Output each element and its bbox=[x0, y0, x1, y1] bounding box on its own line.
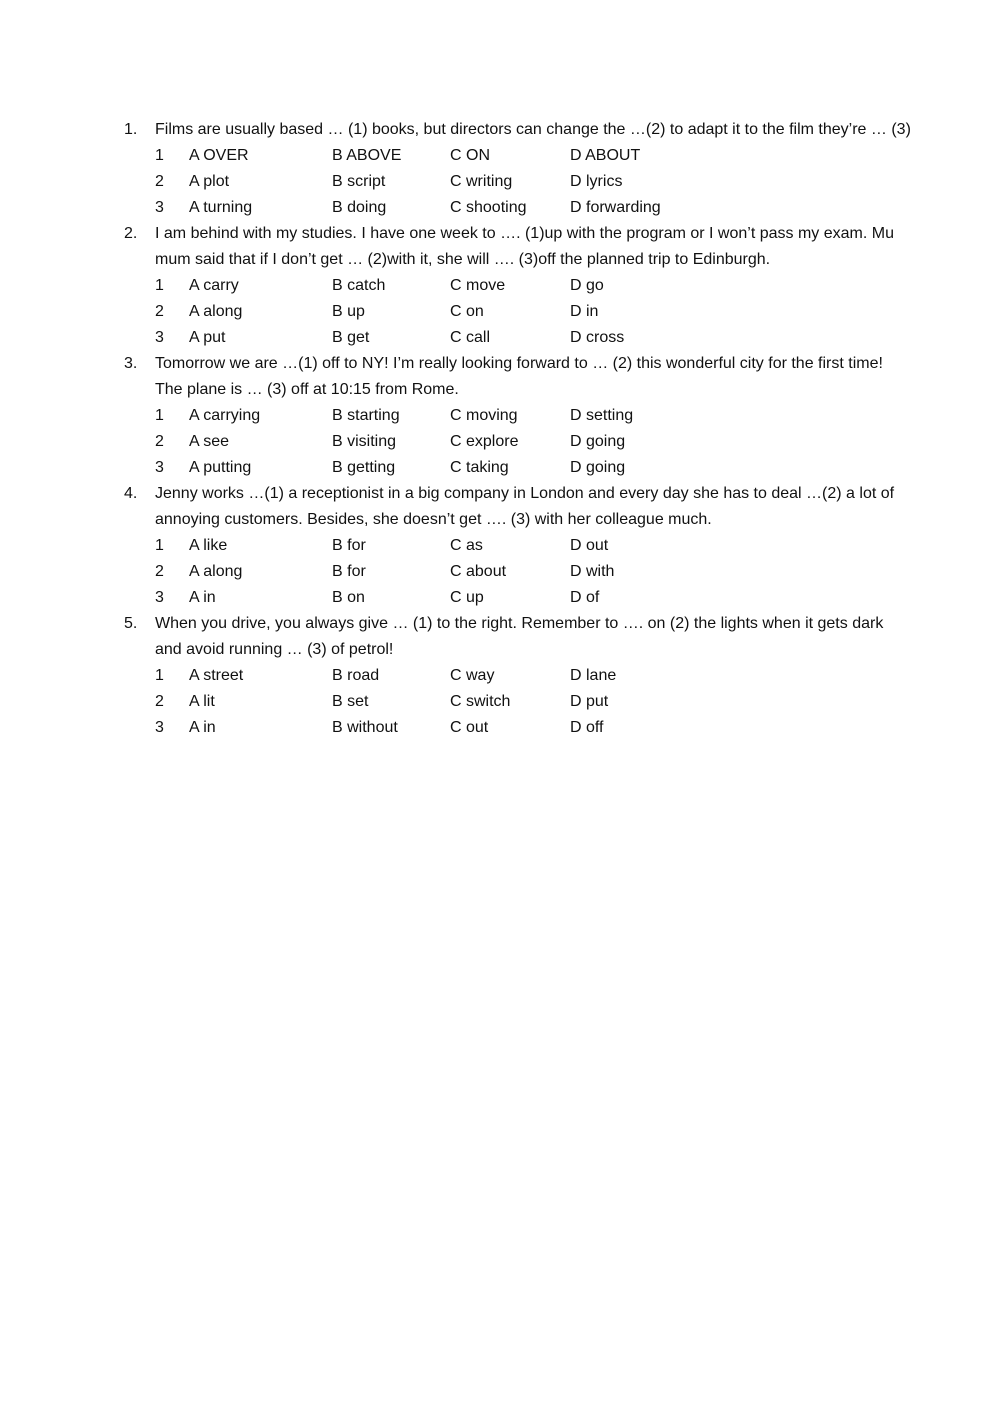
option-c: C shooting bbox=[450, 199, 527, 216]
question-5 bbox=[124, 611, 914, 741]
option-a: A lit bbox=[189, 693, 215, 710]
question-text: When you drive, you always give … (1) to the right. Remember to …. on (2) the lights when it gets dark and avoid running … (3) of petrol! bbox=[155, 615, 884, 658]
option-c: C about bbox=[450, 563, 507, 580]
option-a: A put bbox=[189, 329, 226, 346]
option-index: 3 bbox=[155, 459, 164, 476]
question-number: 3. bbox=[124, 355, 138, 372]
question-text: I am behind with my studies. I have one week to …. (1)up with the program or I won’t pass my exam. Mu mum said that if I don’t get … (2)with it, she will …. (3)off the planned trip to Edinburgh. bbox=[155, 225, 894, 268]
option-d: D put bbox=[570, 693, 609, 710]
option-d: D lyrics bbox=[570, 173, 623, 190]
option-d: D off bbox=[570, 719, 604, 736]
option-index: 3 bbox=[155, 199, 164, 216]
option-row bbox=[155, 663, 914, 689]
option-row bbox=[155, 533, 914, 559]
option-a: A turning bbox=[189, 199, 253, 216]
option-d: D going bbox=[570, 459, 626, 476]
option-b: B on bbox=[332, 589, 365, 606]
option-c: C taking bbox=[450, 459, 509, 476]
question-text: Jenny works …(1) a receptionist in a big company in London and every day she has to deal …(2) a lot of annoying customers. Besides, she doesn’t get …. (3) with her colleague much. bbox=[155, 485, 895, 528]
option-d: D go bbox=[570, 277, 604, 294]
option-c: C call bbox=[450, 329, 491, 346]
option-d: D of bbox=[570, 589, 600, 606]
option-c: C way bbox=[450, 667, 495, 684]
option-b: B starting bbox=[332, 407, 400, 424]
option-row bbox=[155, 143, 914, 169]
option-index: 2 bbox=[155, 563, 164, 580]
option-row bbox=[155, 403, 914, 429]
option-row bbox=[155, 195, 914, 221]
option-index: 1 bbox=[155, 407, 164, 424]
option-index: 2 bbox=[155, 173, 164, 190]
option-index: 1 bbox=[155, 667, 164, 684]
option-index: 2 bbox=[155, 433, 164, 450]
option-b: B for bbox=[332, 563, 366, 580]
option-a: A carrying bbox=[189, 407, 261, 424]
option-d: D lane bbox=[570, 667, 617, 684]
question-3 bbox=[124, 351, 914, 481]
option-b: B up bbox=[332, 303, 365, 320]
option-row bbox=[155, 299, 914, 325]
option-b: B get bbox=[332, 329, 370, 346]
option-b: B doing bbox=[332, 199, 387, 216]
question-text: Tomorrow we are …(1) off to NY! I’m really looking forward to … (2) this wonderful city for the first time! The plane is … (3) off at 10:15 from Rome. bbox=[155, 355, 883, 398]
option-index: 2 bbox=[155, 303, 164, 320]
option-c: C moving bbox=[450, 407, 518, 424]
option-b: B catch bbox=[332, 277, 386, 294]
option-a: A plot bbox=[189, 173, 230, 190]
question-text: Films are usually based … (1) books, but directors can change the …(2) to adapt it to the film they’re … (3) bbox=[155, 121, 911, 138]
question-1 bbox=[124, 117, 914, 221]
option-index: 1 bbox=[155, 277, 164, 294]
option-d: D with bbox=[570, 563, 615, 580]
option-row bbox=[155, 559, 914, 585]
option-a: A OVER bbox=[189, 147, 249, 164]
option-row bbox=[155, 273, 914, 299]
option-c: C as bbox=[450, 537, 483, 554]
option-b: B without bbox=[332, 719, 398, 736]
option-index: 2 bbox=[155, 693, 164, 710]
question-number: 1. bbox=[124, 121, 138, 138]
option-c: C move bbox=[450, 277, 506, 294]
option-d: D setting bbox=[570, 407, 634, 424]
option-a: A putting bbox=[189, 459, 252, 476]
option-row bbox=[155, 715, 914, 741]
option-row bbox=[155, 429, 914, 455]
option-a: A in bbox=[189, 719, 216, 736]
question-number: 5. bbox=[124, 615, 138, 632]
question-number: 2. bbox=[124, 225, 138, 242]
option-b: B for bbox=[332, 537, 366, 554]
option-index: 3 bbox=[155, 589, 164, 606]
option-index: 1 bbox=[155, 537, 164, 554]
option-index: 3 bbox=[155, 329, 164, 346]
option-a: A see bbox=[189, 433, 230, 450]
option-b: B road bbox=[332, 667, 380, 684]
option-c: C up bbox=[450, 589, 484, 606]
option-a: A along bbox=[189, 303, 243, 320]
question-4 bbox=[124, 481, 914, 611]
question-list bbox=[124, 117, 914, 741]
option-d: D in bbox=[570, 303, 599, 320]
option-d: D out bbox=[570, 537, 609, 554]
option-c: C explore bbox=[450, 433, 519, 450]
option-c: C ON bbox=[450, 147, 490, 164]
option-d: D going bbox=[570, 433, 626, 450]
option-a: A in bbox=[189, 589, 216, 606]
option-b: B set bbox=[332, 693, 369, 710]
option-c: C writing bbox=[450, 173, 513, 190]
option-row bbox=[155, 325, 914, 351]
option-index: 3 bbox=[155, 719, 164, 736]
option-a: A street bbox=[189, 667, 244, 684]
option-c: C out bbox=[450, 719, 489, 736]
question-number: 4. bbox=[124, 485, 138, 502]
option-b: B getting bbox=[332, 459, 396, 476]
option-row bbox=[155, 455, 914, 481]
option-row bbox=[155, 169, 914, 195]
option-c: C on bbox=[450, 303, 484, 320]
question-2 bbox=[124, 221, 914, 351]
option-a: A carry bbox=[189, 277, 239, 294]
option-row bbox=[155, 689, 914, 715]
option-a: A like bbox=[189, 537, 228, 554]
option-b: B script bbox=[332, 173, 386, 190]
option-b: B visiting bbox=[332, 433, 397, 450]
option-d: D forwarding bbox=[570, 199, 661, 216]
option-b: B ABOVE bbox=[332, 147, 402, 164]
option-index: 1 bbox=[155, 147, 164, 164]
option-d: D ABOUT bbox=[570, 147, 641, 164]
option-d: D cross bbox=[570, 329, 625, 346]
option-row bbox=[155, 585, 914, 611]
option-c: C switch bbox=[450, 693, 511, 710]
option-a: A along bbox=[189, 563, 243, 580]
